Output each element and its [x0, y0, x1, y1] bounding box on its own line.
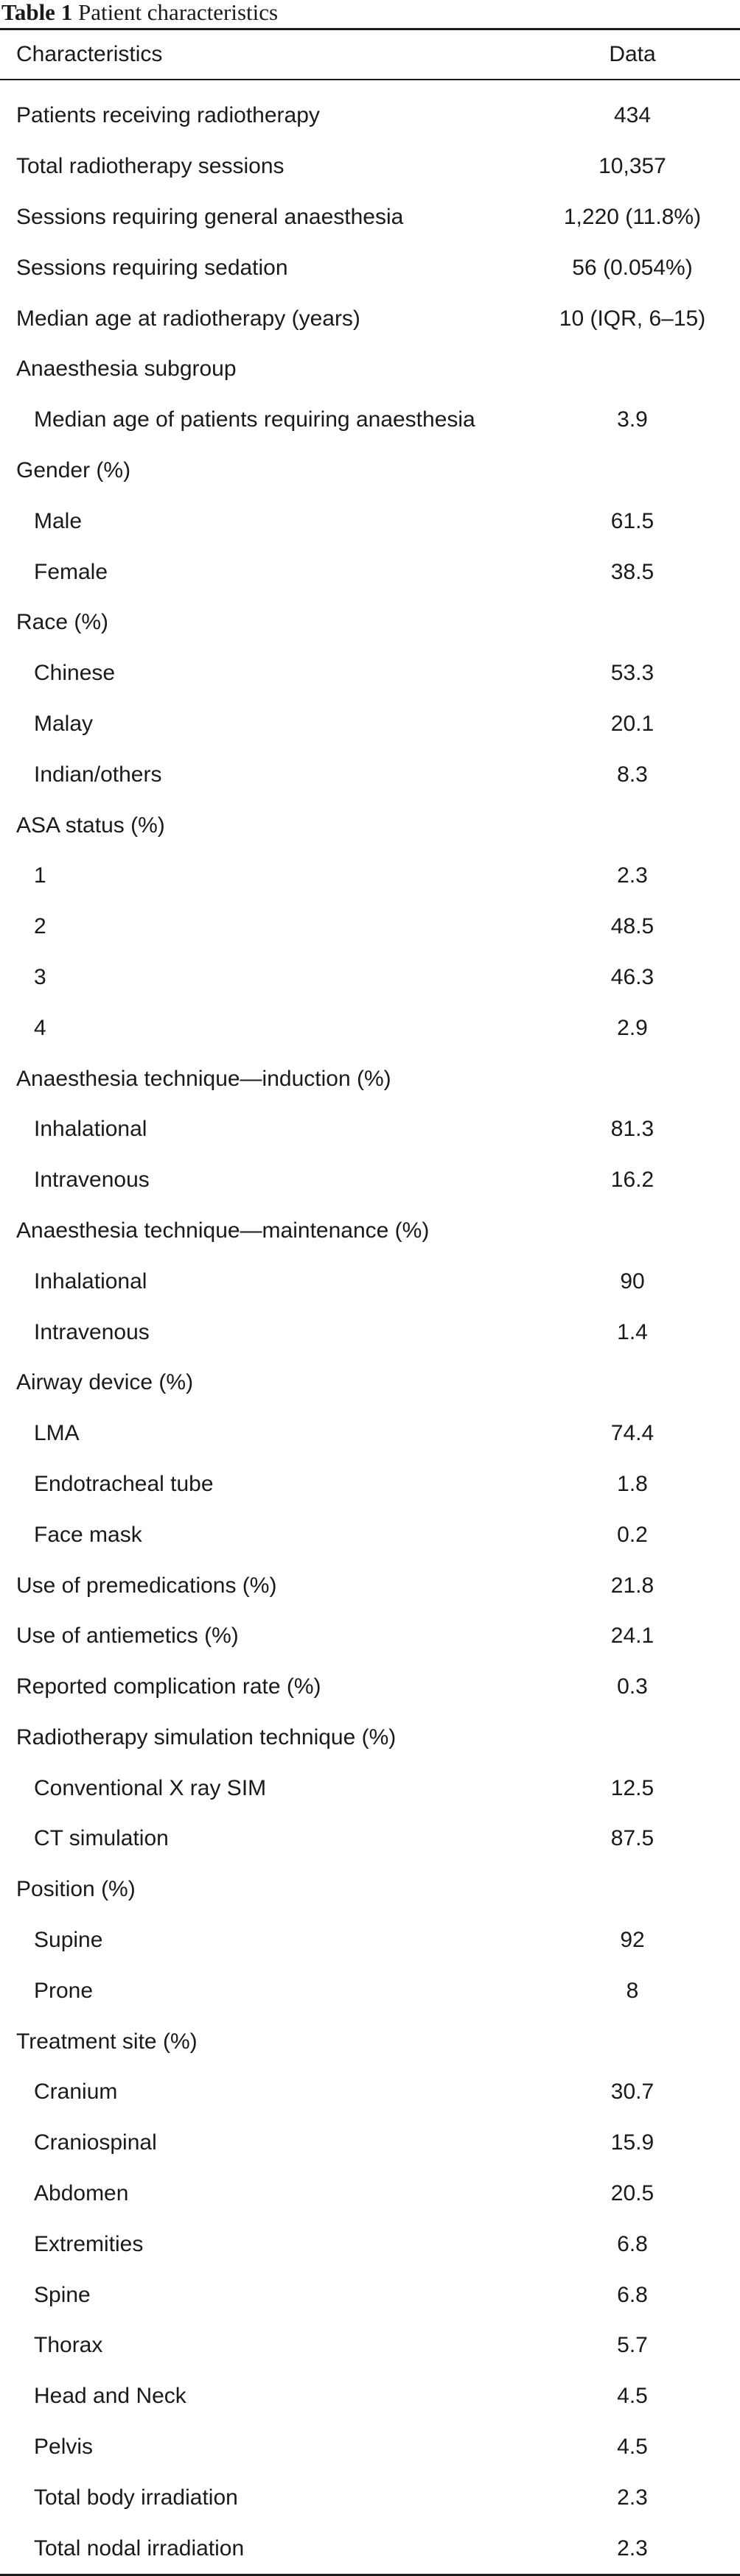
- table-row: [0, 344, 740, 395]
- table-row: [0, 1560, 740, 1611]
- characteristic-value: 20.1: [610, 711, 655, 736]
- characteristic-label: Median age at radiotherapy (years): [16, 306, 360, 331]
- characteristic-value: 1.8: [617, 1471, 648, 1496]
- characteristic-label: 1: [34, 863, 46, 888]
- table-row: [0, 2472, 740, 2523]
- table-header-row: [0, 30, 740, 80]
- characteristic-label: Female: [34, 559, 108, 584]
- characteristic-value: 10,357: [598, 154, 666, 179]
- table-row: [0, 91, 740, 141]
- header-characteristics: Characteristics: [16, 42, 163, 66]
- characteristic-label: LMA: [34, 1421, 80, 1446]
- characteristic-value: 20.5: [610, 2181, 655, 2206]
- table-row: [0, 1713, 740, 1763]
- table-row: [0, 952, 740, 1003]
- characteristic-value: 6.8: [617, 2231, 648, 2256]
- characteristic-label: Supine: [34, 1928, 103, 1953]
- characteristic-label: Endotracheal tube: [34, 1471, 214, 1496]
- table-top-spacing: [0, 80, 740, 91]
- table-row: [0, 597, 740, 648]
- characteristic-value: 21.8: [610, 1573, 655, 1598]
- characteristic-label: Intravenous: [34, 1168, 150, 1193]
- characteristic-label: CT simulation: [34, 1826, 169, 1851]
- table-row: [0, 141, 740, 192]
- characteristic-value: 2.9: [617, 1015, 648, 1040]
- table-row: [0, 496, 740, 547]
- characteristic-value: 30.7: [610, 2080, 655, 2105]
- characteristic-value: 81.3: [610, 1117, 655, 1142]
- characteristic-value: 10 (IQR, 6–15): [559, 306, 706, 331]
- table-row: [0, 1206, 740, 1257]
- characteristic-label: Total nodal irradiation: [34, 2535, 245, 2561]
- table-row: [0, 1915, 740, 1966]
- characteristic-label: Prone: [34, 1978, 94, 2003]
- table-row: [0, 1003, 740, 1053]
- characteristic-label: Patients receiving radiotherapy: [16, 103, 320, 128]
- characteristic-label: Anaesthesia technique—maintenance (%): [16, 1218, 430, 1243]
- table-row: [0, 547, 740, 597]
- characteristic-value: 53.3: [610, 661, 655, 686]
- characteristic-label: Use of antiemetics (%): [16, 1624, 239, 1649]
- patient-characteristics-table: [0, 28, 740, 2576]
- table-row: [0, 1104, 740, 1155]
- characteristic-value: 74.4: [610, 1421, 655, 1446]
- table-row: [0, 2067, 740, 2118]
- characteristic-label: Cranium: [34, 2080, 118, 2105]
- characteristic-value: 8.3: [617, 762, 648, 787]
- characteristic-value: 56 (0.054%): [572, 255, 693, 280]
- table-row: [0, 1965, 740, 2016]
- table-row: [0, 1053, 740, 1104]
- characteristic-label: Pelvis: [34, 2435, 94, 2460]
- characteristic-value: 48.5: [610, 914, 655, 939]
- table-row: [0, 2219, 740, 2270]
- characteristic-value: 434: [613, 103, 652, 128]
- characteristic-label: 3: [34, 964, 46, 989]
- characteristic-label: Median age of patients requiring anaesthesia: [34, 407, 475, 432]
- characteristic-value: 4.5: [617, 2384, 648, 2409]
- characteristic-label: Total body irradiation: [34, 2485, 238, 2510]
- characteristic-label: Radiotherapy simulation technique (%): [16, 1724, 397, 1749]
- characteristic-value: 5.7: [617, 2333, 648, 2358]
- table-row: [0, 1358, 740, 1408]
- table-row: [0, 699, 740, 750]
- characteristic-label: Sessions requiring sedation: [16, 255, 288, 280]
- characteristic-label: Sessions requiring general anaesthesia: [16, 204, 404, 229]
- table-row: [0, 1763, 740, 1814]
- characteristic-value: 24.1: [610, 1624, 655, 1649]
- characteristic-value: 0.2: [617, 1522, 648, 1547]
- characteristic-label: 2: [34, 914, 46, 939]
- characteristic-value: 61.5: [610, 508, 655, 533]
- table-row: [0, 902, 740, 952]
- characteristic-value: 15.9: [610, 2130, 655, 2155]
- table-caption-label: Table 1: [1, 0, 73, 25]
- table-row: [0, 1155, 740, 1206]
- table-row: [0, 1864, 740, 1915]
- characteristic-label: Gender (%): [16, 457, 131, 482]
- characteristic-label: Anaesthesia technique—induction (%): [16, 1066, 391, 1091]
- table-row: [0, 749, 740, 800]
- table-row: [0, 2422, 740, 2473]
- characteristic-label: Anaesthesia subgroup: [16, 357, 237, 382]
- table-row: [0, 648, 740, 699]
- characteristic-label: Extremities: [34, 2231, 144, 2256]
- table-caption-title: Patient characteristics: [77, 0, 279, 25]
- characteristic-value: 90: [620, 1268, 645, 1294]
- table-row: [0, 242, 740, 293]
- table-row: [0, 1307, 740, 1358]
- characteristic-label: Craniospinal: [34, 2130, 157, 2155]
- characteristic-label: Inhalational: [34, 1268, 147, 1294]
- table-row: [0, 2371, 740, 2422]
- table-row: [0, 1662, 740, 1713]
- characteristic-value: 4.5: [617, 2435, 648, 2460]
- characteristic-value: 87.5: [610, 1826, 655, 1851]
- table-row: [0, 293, 740, 344]
- table-row: [0, 2523, 740, 2574]
- characteristic-value: 3.9: [617, 407, 648, 432]
- characteristic-value: 2.3: [617, 863, 648, 888]
- characteristic-value: 12.5: [610, 1775, 655, 1800]
- characteristic-value: 38.5: [610, 559, 655, 584]
- characteristic-value: 1.4: [617, 1319, 648, 1344]
- characteristic-value: 2.3: [617, 2485, 648, 2510]
- characteristic-label: Race (%): [16, 610, 109, 635]
- table-caption: [0, 0, 740, 28]
- characteristic-label: Position (%): [16, 1877, 136, 1902]
- table-row: [0, 1509, 740, 1560]
- table-row: [0, 851, 740, 902]
- characteristic-value: 6.8: [617, 2282, 648, 2307]
- characteristic-label: Total radiotherapy sessions: [16, 154, 285, 179]
- characteristic-label: Malay: [34, 711, 94, 736]
- characteristic-label: Male: [34, 508, 83, 533]
- header-data: Data: [609, 42, 656, 66]
- table-row: [0, 2016, 740, 2067]
- table-row: [0, 800, 740, 851]
- characteristic-label: ASA status (%): [16, 813, 165, 838]
- characteristic-label: Chinese: [34, 661, 116, 686]
- characteristic-label: Treatment site (%): [16, 2029, 198, 2054]
- characteristic-value: 46.3: [610, 964, 655, 989]
- table-row: [0, 2270, 740, 2320]
- table-row: [0, 1459, 740, 1510]
- characteristic-value: 1,220 (11.8%): [563, 204, 702, 229]
- characteristic-value: 0.3: [617, 1674, 648, 1699]
- table-row: [0, 1256, 740, 1307]
- characteristic-label: Intravenous: [34, 1319, 150, 1344]
- characteristic-label: Spine: [34, 2282, 91, 2307]
- table-row: [0, 1814, 740, 1864]
- table-row: [0, 395, 740, 446]
- characteristic-label: Inhalational: [34, 1117, 147, 1142]
- characteristic-value: 92: [620, 1928, 645, 1953]
- characteristic-label: Airway device (%): [16, 1370, 194, 1395]
- characteristic-label: 4: [34, 1015, 46, 1040]
- characteristic-label: Conventional X ray SIM: [34, 1775, 267, 1800]
- characteristic-label: Reported complication rate (%): [16, 1674, 321, 1699]
- characteristic-value: 16.2: [610, 1168, 655, 1193]
- characteristic-label: Use of premedications (%): [16, 1573, 277, 1598]
- characteristic-label: Abdomen: [34, 2181, 129, 2206]
- table-row: [0, 1611, 740, 1662]
- table-row: [0, 2320, 740, 2371]
- table-row: [0, 446, 740, 496]
- table-row: [0, 2118, 740, 2169]
- characteristic-value: 2.3: [617, 2535, 648, 2561]
- characteristic-label: Head and Neck: [34, 2384, 186, 2409]
- characteristic-value: 8: [626, 1978, 639, 2003]
- table-row: [0, 1408, 740, 1459]
- characteristic-label: Indian/others: [34, 762, 162, 787]
- table-row: [0, 2169, 740, 2219]
- table-row: [0, 192, 740, 243]
- table-body: [0, 91, 740, 2574]
- characteristic-label: Face mask: [34, 1522, 142, 1547]
- characteristic-label: Thorax: [34, 2333, 103, 2358]
